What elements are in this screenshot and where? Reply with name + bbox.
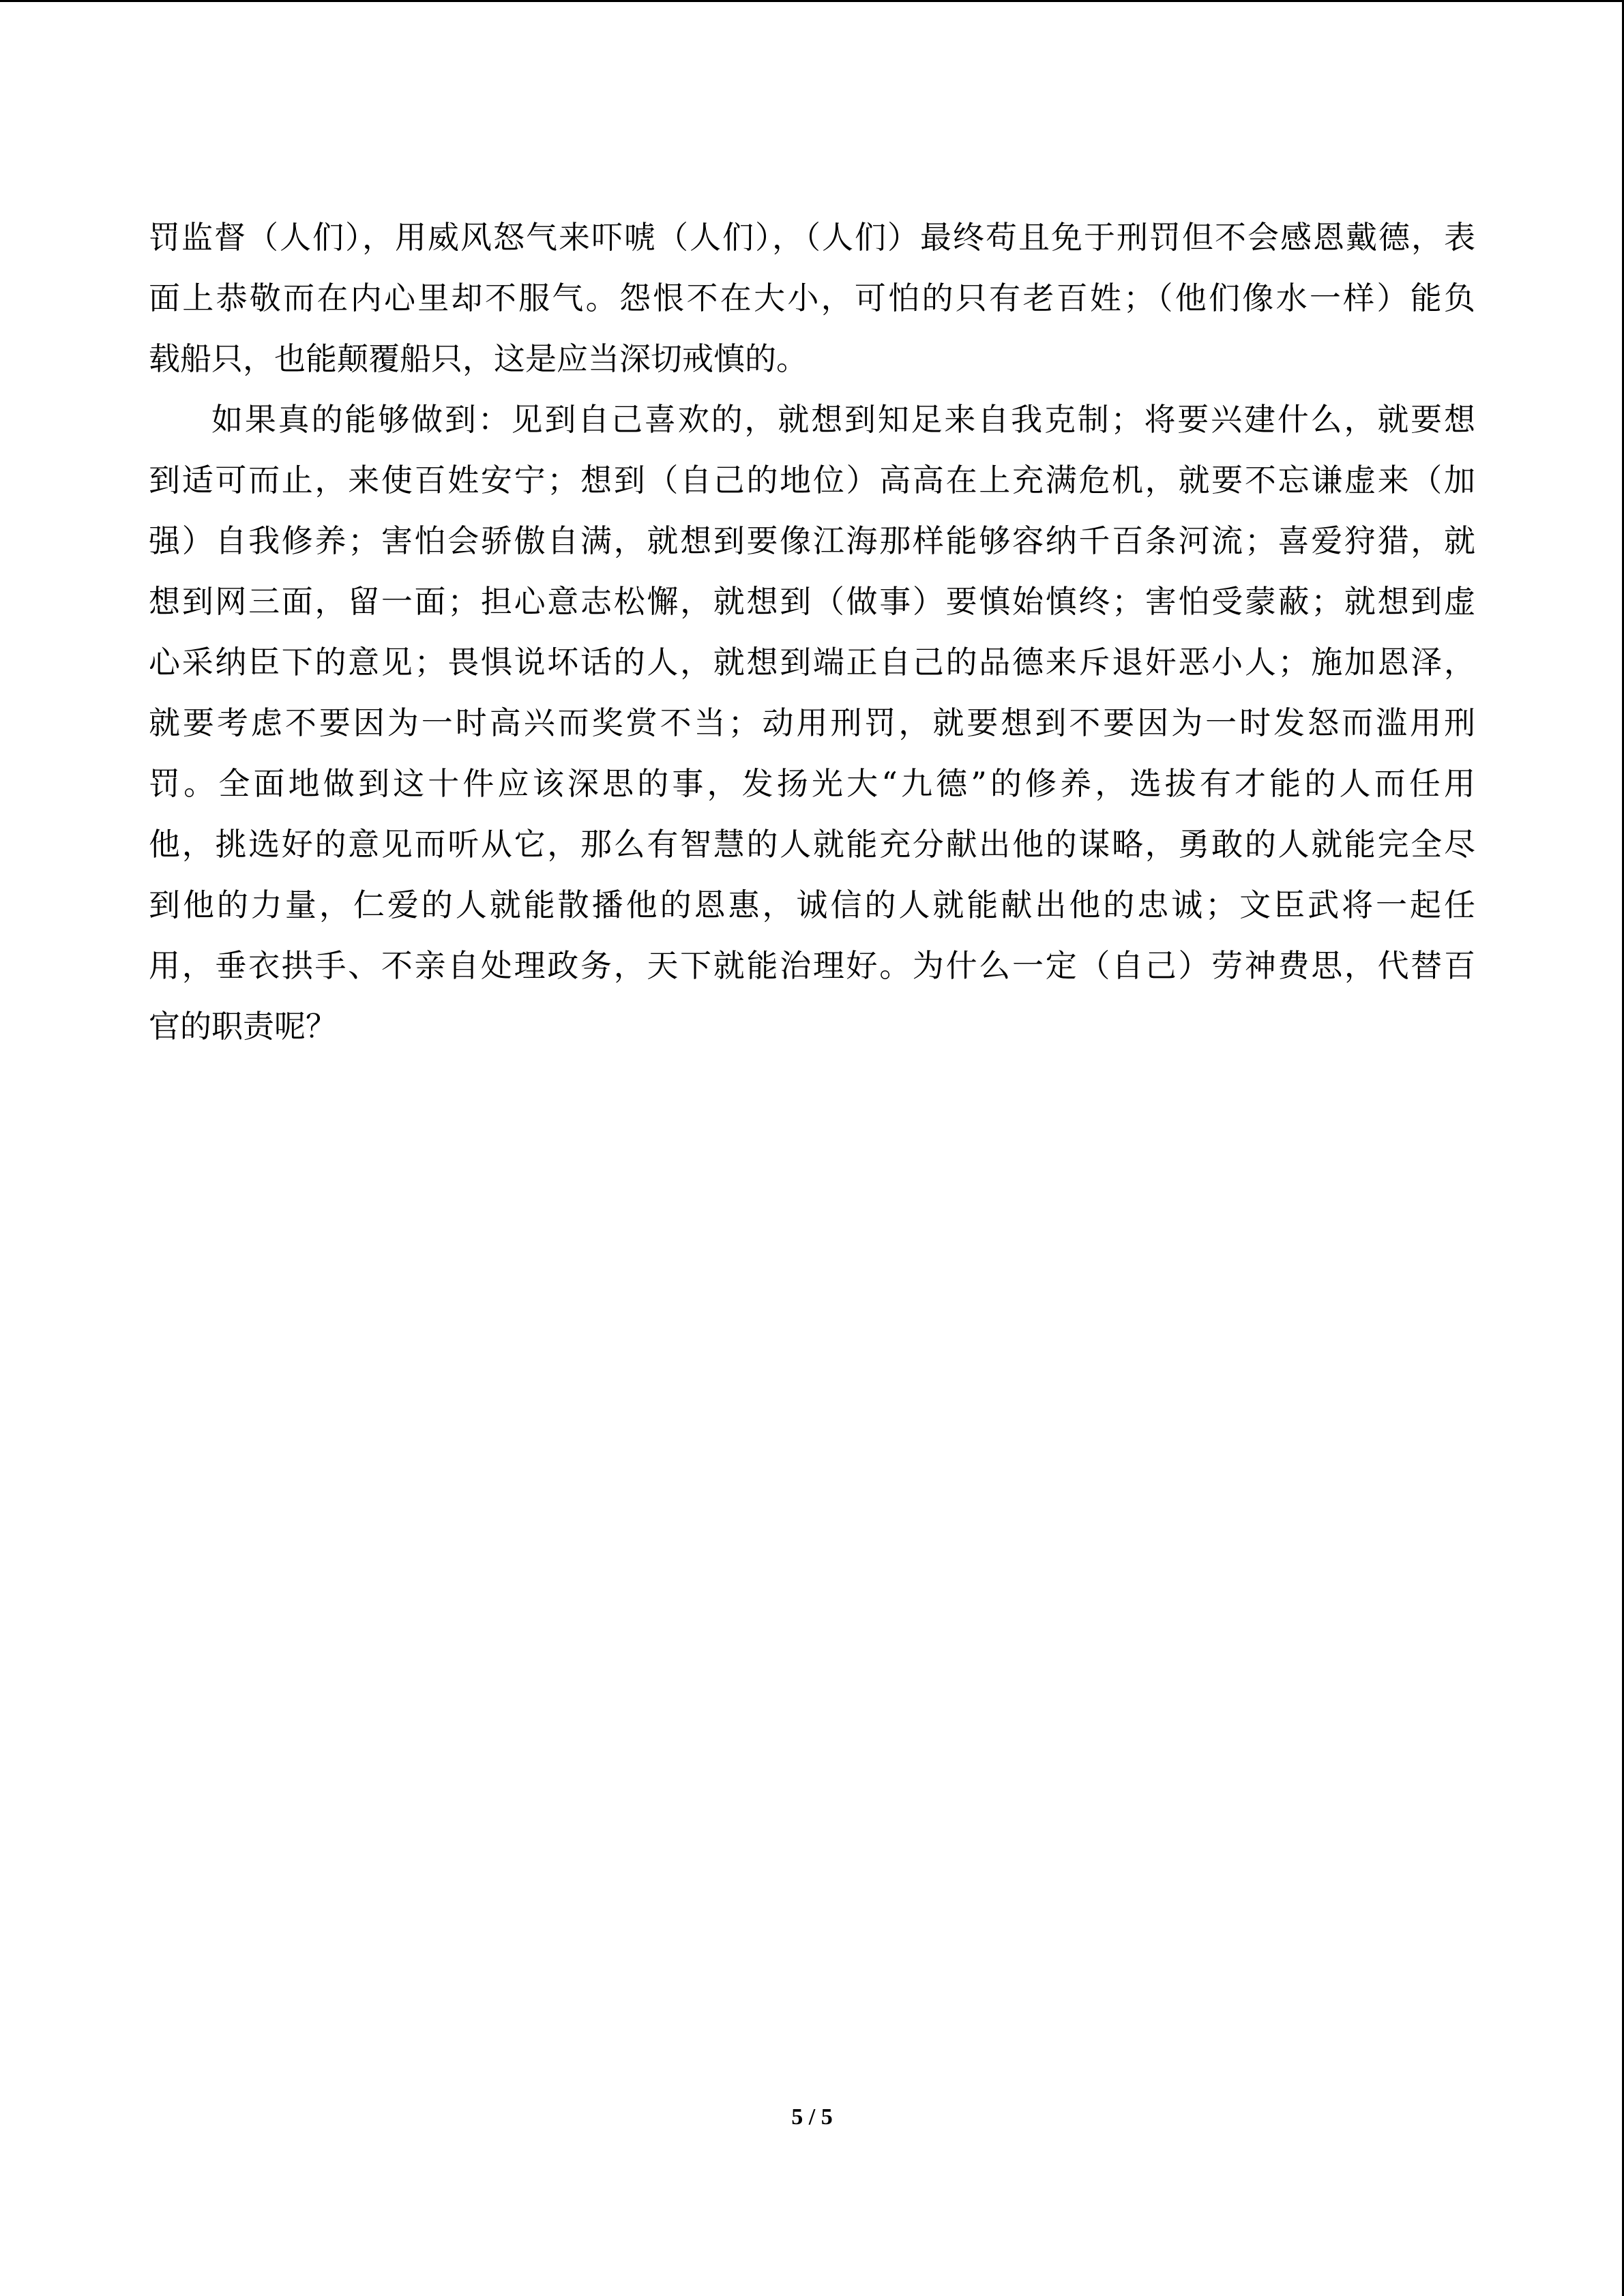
text-line: 用，垂衣拱手、不亲自处理政务，天下就能治理好。为什么一定（自己）劳神费思，代替百: [149, 947, 1475, 984]
text-line: 载船只，也能颠覆船只，这是应当深切戒慎的。: [149, 340, 808, 377]
document-body: [149, 207, 1475, 1057]
text-line: 罚。全面地做到这十件应该深思的事，发扬光大“九德”的修养，选拔有才能的人而任用: [149, 765, 1475, 802]
text-line: 面上恭敬而在内心里却不服气。怨恨不在大小，可怕的只有老百姓；（他们像水一样）能负: [149, 280, 1475, 316]
text-line: 强）自我修养；害怕会骄傲自满，就想到要像江海那样能够容纳千百条河流；喜爱狩猎，就: [149, 522, 1475, 559]
page-number: 5 / 5: [791, 2104, 833, 2130]
text-line: 罚监督（人们），用威风怒气来吓唬（人们），（人们）最终苟且免于刑罚但不会感恩戴德，表: [149, 219, 1475, 256]
text-line: 想到网三面，留一面；担心意志松懈，就想到（做事）要慎始慎终；害怕受蒙蔽；就想到虚: [149, 583, 1475, 620]
paragraph-2: [149, 389, 1475, 1057]
text-line: 他，挑选好的意见而听从它，那么有智慧的人就能充分献出他的谋略，勇敢的人就能完全尽: [149, 826, 1475, 863]
text-line: 如果真的能够做到：见到自己喜欢的，就想到知足来自我克制；将要兴建什么，就要想: [211, 401, 1475, 438]
text-line: 到适可而止，来使百姓安宁；想到（自己的地位）高高在上充满危机，就要不忘谦虚来（加: [149, 462, 1475, 498]
text-line: 就要考虑不要因为一时高兴而奖赏不当；动用刑罚，就要想到不要因为一时发怒而滥用刑: [149, 704, 1475, 741]
paragraph-1: [149, 207, 1475, 389]
text-line: 心采纳臣下的意见；畏惧说坏话的人，就想到端正自己的品德来斥退奸恶小人；施加恩泽，: [149, 644, 1475, 681]
text-line: 官的职责呢？: [149, 1008, 337, 1045]
text-line: 到他的力量，仁爱的人就能散播他的恩惠，诚信的人就能献出他的忠诚；文臣武将一起任: [149, 886, 1475, 923]
